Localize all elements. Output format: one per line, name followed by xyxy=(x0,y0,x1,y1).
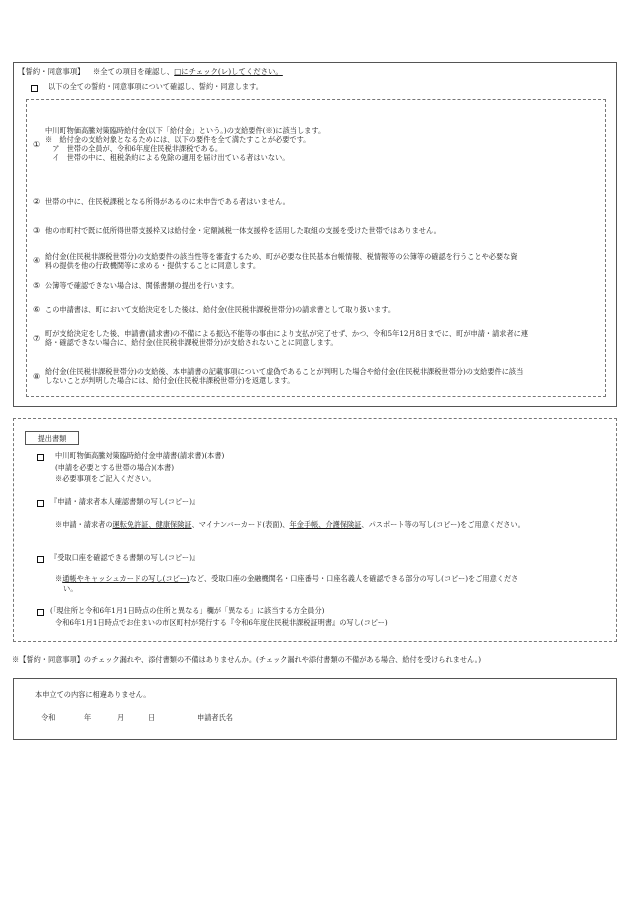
item-number: ⑥ xyxy=(33,305,41,314)
doc-2-note-underlined: 運転免許証、健康保険証 xyxy=(112,520,192,529)
item-text: 他の市町村で既に低所得世帯支援枠又は給付金・定額減税一体支援枠を活用した取組の支援を受けた世帯ではありません。 xyxy=(45,226,441,235)
item-text: 公簿等で確認できない場合は、関係書類の提出を行います。 xyxy=(45,281,239,290)
doc-3-note-text: ※ xyxy=(55,574,63,583)
item-number: ③ xyxy=(33,226,41,235)
item-number: ④ xyxy=(33,256,41,265)
doc-3-note-cont: い。 xyxy=(63,584,78,593)
item-number: ⑤ xyxy=(33,281,41,290)
consent-items-box xyxy=(26,99,606,397)
doc-4-checkbox[interactable] xyxy=(37,609,44,616)
doc-1-checkbox[interactable] xyxy=(37,454,44,461)
item-text: 世帯の中に、住民税課税となる所得があるのに未申告である者はいません。 xyxy=(45,197,290,206)
doc-2-note-text: 、マイナンバーカード(表面)、 xyxy=(191,520,290,529)
applicant-name-label: 申請者氏名 xyxy=(197,713,233,722)
consent-header-note-underlined: □にチェック(レ)してください。 xyxy=(174,67,283,76)
item-number: ① xyxy=(33,140,41,149)
all-agree-label: 以下の全ての誓約・同意事項について確認し、誓約・同意します。 xyxy=(48,82,263,91)
doc-2-note-text: ※申請・請求者の xyxy=(55,520,113,529)
doc-2-note-underlined: 年金手帳、介護保険証 xyxy=(289,520,362,529)
item-text: 中川町物価高騰対策臨時給付金(以下「給付金」という。)の支給要件(※)に該当します。 xyxy=(45,126,326,135)
item-text: この申請書は、町において支給決定をした後は、給付金(住民税非課税世帯分)の請求書として取り扱います。 xyxy=(45,305,396,314)
footer-note: ※【誓約・同意事項】のチェック漏れや、添付書類の不備はありませんか。(チェック漏れや添付書類の不備がある場合、給付を受けられません。) xyxy=(12,655,482,664)
doc-3-title: 『受取口座を確認できる書類の写し(コピー)』 xyxy=(50,553,200,562)
doc-2-title: 『申請・請求者本人確認書類の写し(コピー)』 xyxy=(50,497,200,506)
item-text: ア 世帯の全員が、令和6年度住民税非課税である。 xyxy=(45,144,223,153)
item-text: 絡・確認できない場合に、給付金(住民税非課税世帯分)が支給されないことに同意します。 xyxy=(45,338,338,347)
doc-2-note xyxy=(55,520,525,530)
consent-header xyxy=(18,67,283,78)
signature-year: 年 xyxy=(84,713,92,722)
item-number: ⑧ xyxy=(33,372,41,381)
item-text: イ 世帯の中に、租税条約による免除の適用を届け出ている者はいない。 xyxy=(45,153,290,162)
item-text: しないことが判明した場合には、給付金(住民税非課税世帯分)を返還します。 xyxy=(45,376,295,385)
signature-box xyxy=(13,678,617,740)
doc-3-checkbox[interactable] xyxy=(37,556,44,563)
item-number: ② xyxy=(33,197,41,206)
doc-3-note xyxy=(55,574,518,584)
item-text: 料の提供を他の行政機関等に求める・提供することに同意します。 xyxy=(45,261,261,270)
doc-1-line-1: 中川町物価高騰対策臨時給付金申請書(請求書)(本書) xyxy=(55,451,225,460)
doc-3-note-underlined: 通帳やキャッシュカードの写し(コピー) xyxy=(62,574,190,583)
consent-header-label: 【誓約・同意事項】 xyxy=(18,67,85,76)
signature-statement: 本申立ての内容に相違ありません。 xyxy=(35,690,151,699)
doc-1-line-3: ※必要事項をご記入ください。 xyxy=(55,474,156,483)
item-text: 給付金(住民税非課税世帯分)の支給要件の該当性等を審査するため、町が必要な住民基本台帳情報、税情報等の公簿等の確認を行うことや必要な資 xyxy=(45,252,518,261)
doc-2-note-text: 、パスポート等の写し(コピー)をご用意ください。 xyxy=(361,520,525,529)
documents-section xyxy=(13,418,617,642)
documents-title: 提出書類 xyxy=(25,431,79,445)
consent-section xyxy=(13,62,617,407)
all-agree-checkbox[interactable] xyxy=(31,85,38,92)
doc-1-line-2: (申請を必要とする世帯の場合)(本書) xyxy=(55,463,175,472)
item-text: 町が支給決定をした後、申請書(請求書)の不備による振込不能等の事由により支払が完了せず、かつ、令和5年12月8日までに、町が申請・請求者に連 xyxy=(45,329,529,338)
doc-4-line-2: 令和6年1月1日時点でお住まいの市区町村が発行する『令和6年度住民税非課税証明書』の写し(コピー) xyxy=(55,618,388,627)
doc-4-line-1: (「現住所と令和6年1月1日時点の住所と異なる」欄が「異なる」に該当する方全員分) xyxy=(50,606,325,615)
signature-day: 日 xyxy=(148,713,156,722)
item-text: 給付金(住民税非課税世帯分)の支給後、本申請書の記載事項について虚偽であることが判明した場合や給付金(住民税非課税世帯分)の支給要件に該当 xyxy=(45,367,524,376)
item-text: ※ 給付金の支給対象となるためには、以下の要件を全て満たすことが必要です。 xyxy=(45,135,311,144)
doc-2-checkbox[interactable] xyxy=(37,500,44,507)
item-number: ⑦ xyxy=(33,334,41,343)
consent-header-note: ※全ての項目を確認し、 xyxy=(92,67,175,76)
signature-month: 月 xyxy=(117,713,125,722)
doc-3-note-text: など、受取口座の金融機関名・口座番号・口座名義人を確認できる部分の写し(コピー)をご用意くださ xyxy=(189,574,519,583)
signature-era: 令和 xyxy=(41,713,56,722)
